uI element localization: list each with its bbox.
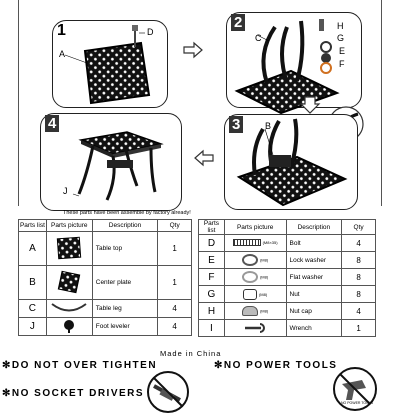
no-power-tools-sign-icon xyxy=(332,366,378,412)
flat-washer-size: (M8) xyxy=(259,274,269,280)
step-number: 1 xyxy=(57,22,66,39)
part-qty: 8 xyxy=(342,286,376,303)
part-description: Nut cap xyxy=(286,303,342,320)
table-leg-icon xyxy=(49,301,89,315)
part-description: Nut xyxy=(286,286,342,303)
part-picture xyxy=(224,252,286,269)
header-qty: Qty xyxy=(342,220,376,235)
warning-over-tighten: ✻DO NOT OVER TIGHTEN xyxy=(2,360,158,371)
foot-leveler-icon xyxy=(59,319,79,333)
header-parts-picture: Parts picture xyxy=(224,220,286,235)
lock-washer-size: (M8) xyxy=(259,257,269,263)
part-description: Center plate xyxy=(92,266,158,300)
label-C: C xyxy=(255,33,262,43)
table-row xyxy=(19,266,192,300)
center-plate-icon xyxy=(54,269,84,295)
made-in-label: Made in China xyxy=(160,349,222,358)
step-3-panel xyxy=(224,114,358,210)
table-row xyxy=(199,320,376,337)
label-H: H xyxy=(337,21,344,31)
part-picture xyxy=(224,303,286,320)
nut-size: (M8) xyxy=(258,291,268,297)
table-row xyxy=(199,286,376,303)
header-description: Description xyxy=(92,220,158,232)
lock-washer-icon xyxy=(242,254,258,266)
part-letter: G xyxy=(199,286,225,303)
flat-washer-icon xyxy=(242,271,258,283)
part-qty: 1 xyxy=(158,266,192,300)
right-arrow-icon xyxy=(183,42,203,58)
warning-no-socket-drivers: ✻NO SOCKET DRIVERS xyxy=(2,388,145,399)
part-letter: A xyxy=(19,232,47,266)
table-header-row xyxy=(199,220,376,235)
warning-no-power-tools: ✻NO POWER TOOLS xyxy=(214,360,338,371)
part-qty: 4 xyxy=(158,318,192,336)
label-G: G xyxy=(337,33,345,43)
header-qty: Qty xyxy=(158,220,192,232)
part-description: Bolt xyxy=(286,235,342,252)
part-description: Table leg xyxy=(92,300,158,318)
down-arrow-icon xyxy=(300,96,320,114)
header-parts-list: Parts list xyxy=(19,220,47,232)
part-qty: 4 xyxy=(342,235,376,252)
part-picture xyxy=(224,320,286,337)
header-description: Description xyxy=(286,220,342,235)
part-description: Wrench xyxy=(286,320,342,337)
part-picture xyxy=(46,232,92,266)
table-row xyxy=(199,252,376,269)
step-4-panel xyxy=(40,113,191,216)
table-row xyxy=(199,269,376,286)
part-description: Lock washer xyxy=(286,252,342,269)
assembled-table-illustration xyxy=(41,114,181,210)
left-arrow-icon xyxy=(194,150,214,166)
bolt-icon xyxy=(233,239,261,246)
part-letter: B xyxy=(19,266,47,300)
step-number: 3 xyxy=(229,116,243,133)
part-letter: D xyxy=(199,235,225,252)
step-2-panel xyxy=(226,12,362,108)
part-description: Foot leveler xyxy=(92,318,158,336)
part-qty: 4 xyxy=(158,300,192,318)
part-letter: F xyxy=(199,269,225,286)
wrench-icon xyxy=(243,323,267,333)
step-number: 2 xyxy=(231,14,245,31)
factory-note: These parts have been assemble by factory already! xyxy=(63,210,191,216)
table-row xyxy=(19,318,192,336)
label-D: D xyxy=(147,27,154,37)
part-qty: 8 xyxy=(342,269,376,286)
table-row xyxy=(19,300,192,318)
part-letter: J xyxy=(19,318,47,336)
label-B: B xyxy=(265,121,272,131)
parts-table-right xyxy=(198,219,376,337)
header-parts-list: Parts list xyxy=(199,220,225,235)
no-socket-driver-sign-icon xyxy=(146,370,190,414)
parts-table-left xyxy=(18,219,192,336)
part-letter: I xyxy=(199,320,225,337)
bolt-size: (M8×35) xyxy=(262,240,278,246)
part-picture xyxy=(46,318,92,336)
table-row xyxy=(19,232,192,266)
nut-cap-size: (M8) xyxy=(259,308,269,314)
header-parts-picture: Parts picture xyxy=(46,220,92,232)
table-row xyxy=(199,235,376,252)
part-qty: 8 xyxy=(342,252,376,269)
part-picture xyxy=(46,300,92,318)
power-tools-sign-text: NO POWER TOOLS xyxy=(341,401,374,405)
label-J: J xyxy=(63,186,68,196)
step-number: 4 xyxy=(45,115,59,132)
table-header-row xyxy=(19,220,192,232)
part-picture xyxy=(224,235,286,252)
center-plate-illustration xyxy=(225,115,357,209)
part-picture xyxy=(224,269,286,286)
part-letter: C xyxy=(19,300,47,318)
part-qty: 1 xyxy=(342,320,376,337)
label-A: A xyxy=(59,49,66,59)
table-row xyxy=(199,303,376,320)
part-qty: 1 xyxy=(158,232,192,266)
part-letter: H xyxy=(199,303,225,320)
step-1-panel xyxy=(52,20,168,108)
part-picture xyxy=(224,286,286,303)
part-description: Table top xyxy=(92,232,158,266)
part-picture xyxy=(46,266,92,300)
nut-cap-icon xyxy=(242,306,258,316)
table-top-icon xyxy=(54,235,84,261)
part-qty: 4 xyxy=(342,303,376,320)
label-F: F xyxy=(339,59,345,69)
part-description: Flat washer xyxy=(286,269,342,286)
part-letter: E xyxy=(199,252,225,269)
nut-icon xyxy=(243,289,257,300)
label-E: E xyxy=(339,46,346,56)
